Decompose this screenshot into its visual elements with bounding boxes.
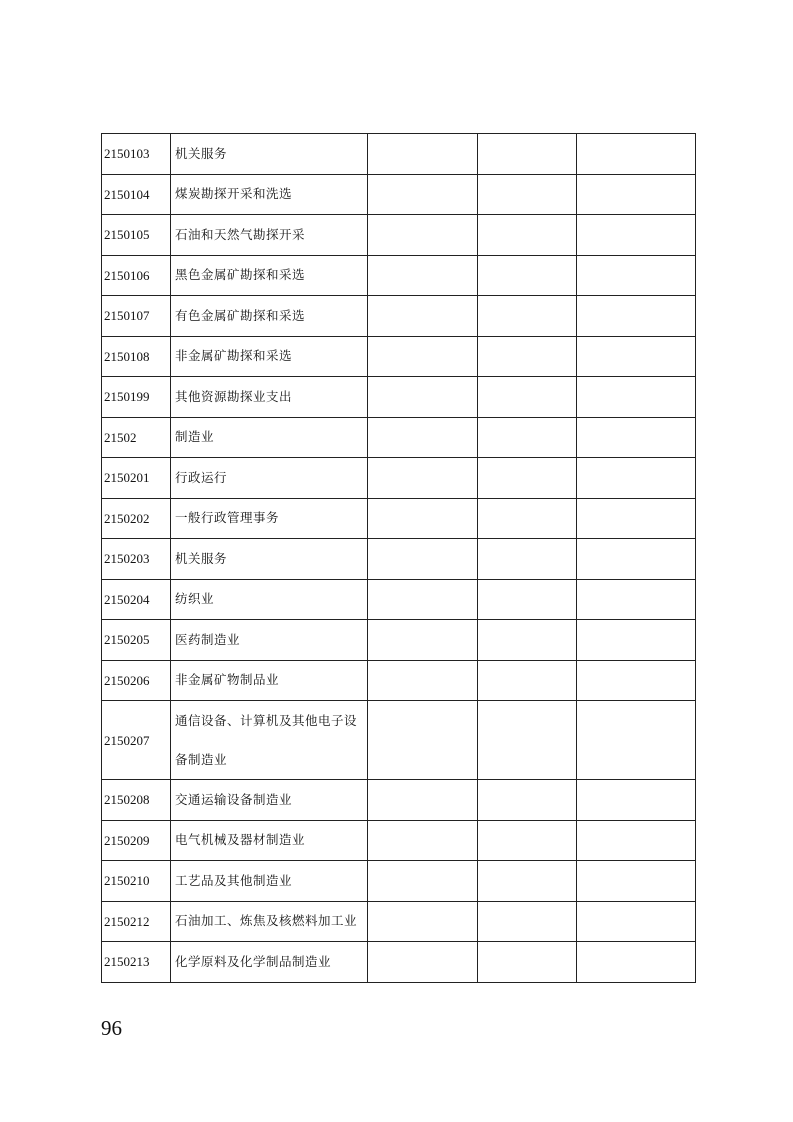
row-name: 化学原料及化学制品制造业 [171,942,368,983]
row-name: 制造业 [171,417,368,458]
empty-cell [368,134,478,175]
row-code: 2150209 [102,820,171,861]
empty-cell [368,701,478,780]
empty-cell [478,498,577,539]
empty-cell [478,901,577,942]
row-code: 2150199 [102,377,171,418]
empty-cell [478,417,577,458]
empty-cell [478,780,577,821]
empty-cell [368,780,478,821]
empty-cell [577,458,696,499]
table-row [102,377,696,418]
empty-cell [478,579,577,620]
row-name: 一般行政管理事务 [171,498,368,539]
row-name: 石油和天然气勘探开采 [171,215,368,256]
row-code: 2150210 [102,861,171,902]
row-name: 通信设备、计算机及其他电子设备制造业 [171,701,368,780]
empty-cell [368,174,478,215]
row-code: 2150105 [102,215,171,256]
table-row [102,620,696,661]
empty-cell [577,336,696,377]
table-row [102,701,696,780]
row-name: 机关服务 [171,539,368,580]
empty-cell [368,861,478,902]
row-code: 2150213 [102,942,171,983]
table-row [102,498,696,539]
empty-cell [368,417,478,458]
row-name: 黑色金属矿勘探和采选 [171,255,368,296]
empty-cell [368,579,478,620]
empty-cell [478,174,577,215]
empty-cell [577,174,696,215]
empty-cell [577,498,696,539]
row-name: 机关服务 [171,134,368,175]
empty-cell [478,296,577,337]
empty-cell [368,660,478,701]
row-code: 2150108 [102,336,171,377]
table-row [102,134,696,175]
row-code: 2150104 [102,174,171,215]
empty-cell [368,539,478,580]
empty-cell [577,660,696,701]
row-code: 2150212 [102,901,171,942]
table-row [102,215,696,256]
empty-cell [478,861,577,902]
empty-cell [577,296,696,337]
empty-cell [368,901,478,942]
row-code: 21502 [102,417,171,458]
empty-cell [478,134,577,175]
table-row [102,942,696,983]
row-code: 2150103 [102,134,171,175]
empty-cell [368,458,478,499]
empty-cell [577,539,696,580]
table-row [102,296,696,337]
row-name: 医药制造业 [171,620,368,661]
table-row [102,336,696,377]
table-row [102,458,696,499]
page-number: 96 [101,1016,122,1040]
empty-cell [368,620,478,661]
table-row [102,539,696,580]
table-row [102,579,696,620]
empty-cell [478,701,577,780]
row-code: 2150206 [102,660,171,701]
empty-cell [368,820,478,861]
row-name: 有色金属矿勘探和采选 [171,296,368,337]
empty-cell [577,255,696,296]
empty-cell [577,620,696,661]
table-row [102,820,696,861]
row-name: 工艺品及其他制造业 [171,861,368,902]
empty-cell [577,901,696,942]
empty-cell [577,579,696,620]
row-code: 2150204 [102,579,171,620]
empty-cell [478,942,577,983]
table-row [102,780,696,821]
row-name: 交通运输设备制造业 [171,780,368,821]
row-name: 纺织业 [171,579,368,620]
row-name: 非金属矿物制品业 [171,660,368,701]
empty-cell [577,417,696,458]
empty-cell [478,660,577,701]
row-name: 煤炭勘探开采和洗选 [171,174,368,215]
empty-cell [368,336,478,377]
empty-cell [368,215,478,256]
empty-cell [478,458,577,499]
empty-cell [478,620,577,661]
empty-cell [577,377,696,418]
empty-cell [478,215,577,256]
row-code: 2150201 [102,458,171,499]
empty-cell [368,942,478,983]
row-code: 2150205 [102,620,171,661]
row-name: 其他资源勘探业支出 [171,377,368,418]
row-name: 电气机械及器材制造业 [171,820,368,861]
empty-cell [577,215,696,256]
table-row [102,174,696,215]
empty-cell [478,255,577,296]
empty-cell [577,820,696,861]
row-name: 行政运行 [171,458,368,499]
empty-cell [577,701,696,780]
table-row [102,660,696,701]
empty-cell [368,498,478,539]
empty-cell [478,539,577,580]
empty-cell [368,255,478,296]
row-code: 2150207 [102,701,171,780]
empty-cell [368,377,478,418]
row-code: 2150106 [102,255,171,296]
table-row [102,417,696,458]
empty-cell [478,377,577,418]
empty-cell [368,296,478,337]
empty-cell [577,942,696,983]
empty-cell [577,134,696,175]
empty-cell [478,336,577,377]
table-row [102,861,696,902]
row-name: 石油加工、炼焦及核燃料加工业 [171,901,368,942]
table-row [102,901,696,942]
empty-cell [577,780,696,821]
row-code: 2150203 [102,539,171,580]
table-row [102,255,696,296]
budget-table [101,133,696,983]
budget-table-body [102,134,696,983]
row-code: 2150107 [102,296,171,337]
empty-cell [577,861,696,902]
row-name: 非金属矿勘探和采选 [171,336,368,377]
empty-cell [478,820,577,861]
row-code: 2150202 [102,498,171,539]
row-code: 2150208 [102,780,171,821]
